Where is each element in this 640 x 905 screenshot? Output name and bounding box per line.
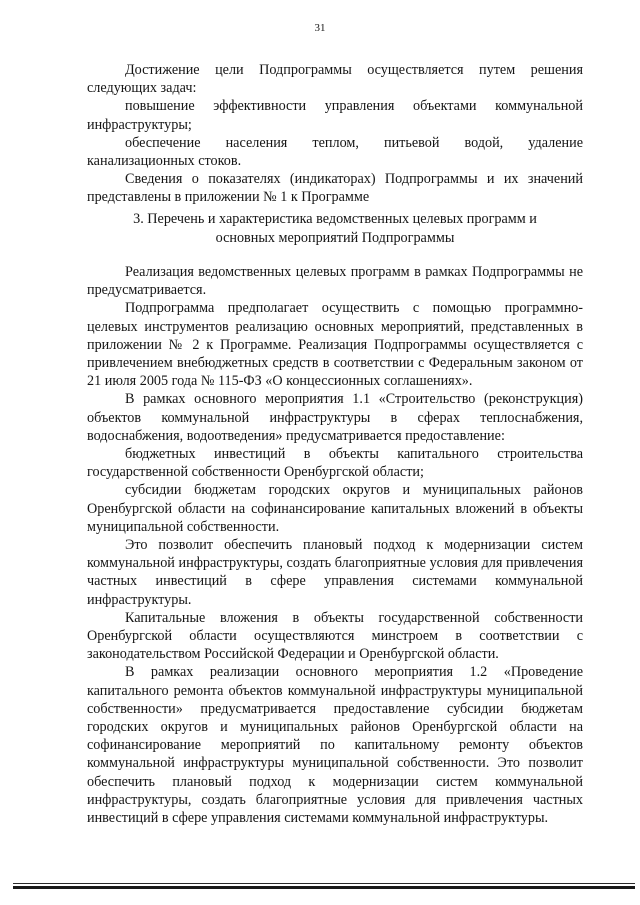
paragraph-budget-investments: бюджетных инвестиций в объекты капитального строительства государственной собственности Оренбургской области; (87, 446, 583, 481)
paragraph-program-tools: Подпрограмма предполагает осуществить с помощью программно-целевых инструментов реализацию основных мероприятий, представленных в приложении № 2 к Программе. Реализация Подпрограммы осуществляется с привлечением внебюджетных средств в соответствии с Федеральным законом от 21 июля 2005 года № 115-ФЗ «О концессионных соглашениях». (87, 300, 583, 390)
paragraph-indicators: Сведения о показателях (индикаторах) Подпрограммы и их значений представлены в приложении № 1 к Программе (87, 171, 583, 206)
paragraph-departmental-programs: Реализация ведомственных целевых программ в рамках Подпрограммы не предусматривается. (87, 264, 583, 299)
paragraph-measure-1-1: В рамках основного мероприятия 1.1 «Строительство (реконструкция) объектов коммунальной инфраструктуры в сферах теплоснабжения, водоснабжения, водоотведения» предусматривается предоставление: (87, 391, 583, 444)
page-number: 31 (314, 22, 326, 34)
body-text-block (87, 263, 583, 827)
bottom-rule-thick (13, 886, 635, 889)
paragraph-measure-1-2: В рамках реализации основного мероприятия 1.2 «Проведение капитального ремонта объектов коммунальной инфраструктуры муниципальной собственности» предусматривается предоставление субсидии бюджетам городских округов и муниципальных районов Оренбургской области на софинансирование мероприятий по капитальному ремонту объектов коммунальной инфраструктуры муниципальной собственности. Это позволит обеспечить плановый подход к модернизации систем коммунальной инфраструктуры, создать благоприятные условия для привлечения частных инвестиций в сфере управления системами коммунальной инфраструктуры. (87, 664, 583, 827)
paragraph-planned-approach: Это позволит обеспечить плановый подход к модернизации систем коммунальной инфраструктуры, создать благоприятные условия для привлечения частных инвестиций в сфере управления системами коммунальной инфраструктуры. (87, 537, 583, 608)
intro-text-block (87, 61, 583, 207)
paragraph-subsidies: субсидии бюджетам городских округов и муниципальных районов Оренбургской области на софинансирование капитальных вложений в объекты муниципальной собственности. (87, 482, 583, 535)
section-heading (87, 210, 583, 248)
paragraph-capital-investments: Капитальные вложения в объекты государственной собственности Оренбургской области осуществляются минстроем в соответствии с законодательством Российской Федерации и Оренбургской области. (87, 609, 583, 663)
paragraph-goal-tasks: Достижение цели Подпрограммы осуществляется путем решения следующих задач: (87, 62, 583, 97)
paragraph-task-2: обеспечение населения теплом, питьевой водой, удаление канализационных стоков. (87, 134, 583, 170)
section-heading-line-1: 3. Перечень и характеристика ведомственных целевых программ и (133, 211, 537, 227)
paragraph-task-1: повышение эффективности управления объектами коммунальной инфраструктуры; (87, 98, 583, 133)
section-heading-line-2: основных мероприятий Подпрограммы (215, 230, 455, 246)
bottom-rule-thin (13, 883, 635, 884)
